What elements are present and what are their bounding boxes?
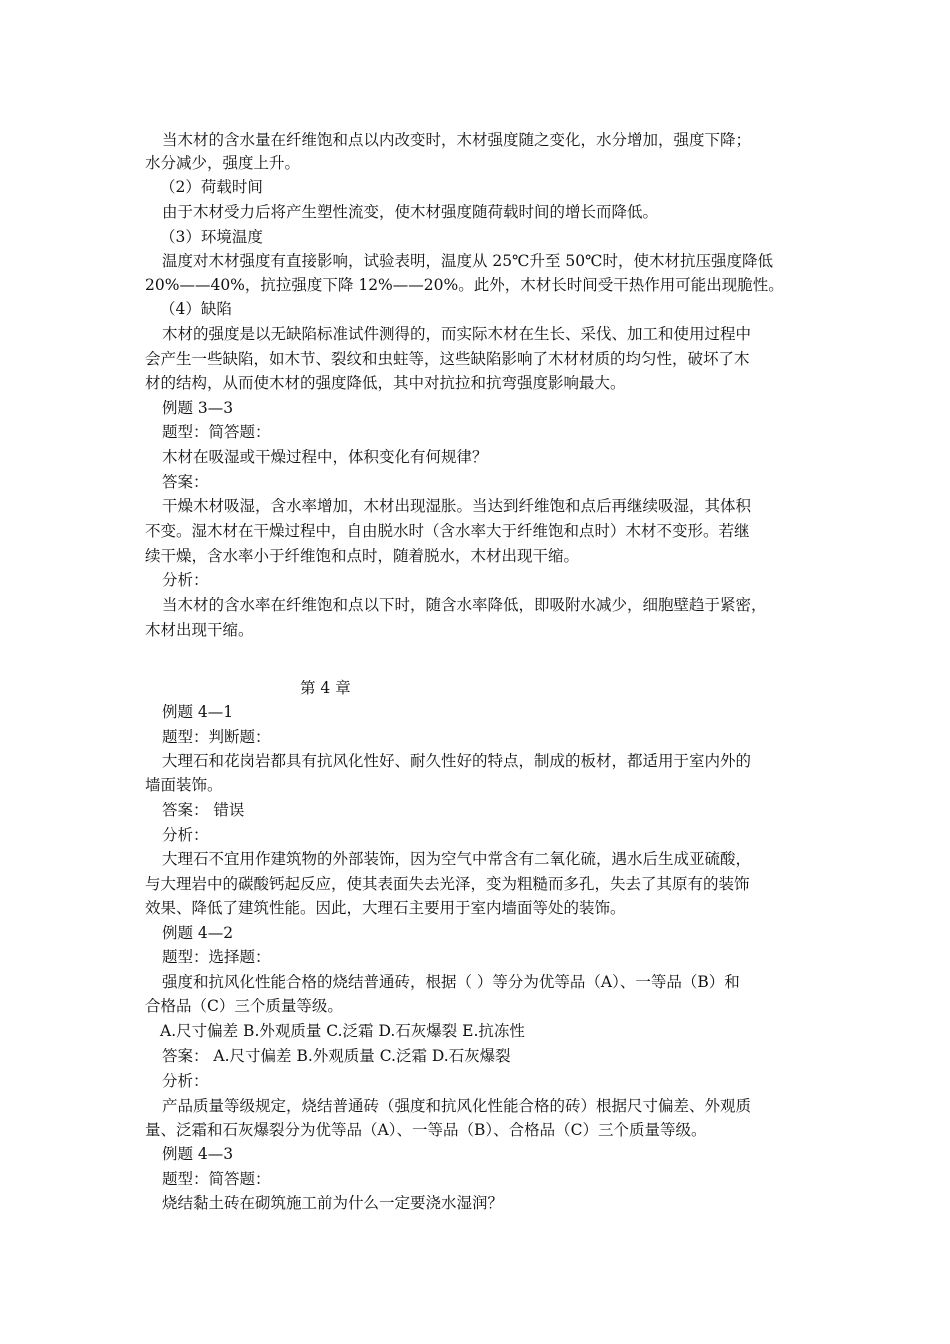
text-line: 续干燥，含水率小于纤维饱和点时，随着脱水，木材出现干缩。	[145, 547, 580, 565]
text-line: （2）荷载时间	[160, 178, 263, 196]
text-line: 与大理岩中的碳酸钙起反应，使其表面失去光泽，变为粗糙而多孔，失去了其原有的装饰	[145, 875, 750, 893]
text-line: 答案： 错误	[162, 801, 245, 819]
text-line: 由于木材受力后将产生塑性流变，使木材强度随荷载时间的增长而降低。	[162, 203, 659, 221]
text-line: 木材的强度是以无缺陷标准试件测得的，而实际木材在生长、采伐、加工和使用过程中	[162, 325, 752, 343]
text-line: A.尺寸偏差 B.外观质量 C.泛霜 D.石灰爆裂 E.抗冻性	[160, 1022, 525, 1040]
text-line: 墙面装饰。	[145, 776, 223, 794]
text-line: 材的结构，从而使木材的强度降低，其中对抗拉和抗弯强度影响最大。	[145, 374, 626, 392]
text-line: 题型：选择题：	[162, 948, 271, 966]
text-line: 干燥木材吸湿，含水率增加，木材出现湿胀。当达到纤维饱和点后再继续吸湿，其体积	[162, 497, 752, 515]
text-line: 答案：	[162, 473, 209, 491]
text-line: 当木材的含水量在纤维饱和点以内改变时，木材强度随之变化，水分增加，强度下降；	[162, 131, 752, 149]
text-line: 合格品（C）三个质量等级。	[145, 997, 343, 1015]
text-line: 分析：	[162, 1072, 209, 1090]
text-line: 题型：简答题：	[162, 423, 271, 441]
text-line: 例题 4—3	[162, 1145, 234, 1163]
text-line: 分析：	[162, 826, 209, 844]
text-line: 水分减少，强度上升。	[145, 154, 301, 172]
text-line: 例题 4—1	[162, 703, 234, 721]
text-line: 大理石不宜用作建筑物的外部装饰，因为空气中常含有二氧化硫，遇水后生成亚硫酸，	[162, 850, 752, 868]
text-line: （4）缺陷	[160, 300, 232, 318]
text-line: 量、泛霜和石灰爆裂分为优等品（A）、一等品（B）、合格品（C）三个质量等级。	[145, 1121, 707, 1139]
text-line: 例题 4—2	[162, 924, 234, 942]
text-line: 烧结黏土砖在砌筑施工前为什么一定要浇水湿润？	[162, 1194, 504, 1212]
text-line: （3）环境温度	[160, 228, 263, 246]
text-line: 效果、降低了建筑性能。因此，大理石主要用于室内墙面等处的装饰。	[145, 899, 626, 917]
text-line: 题型：判断题：	[162, 728, 271, 746]
text-line: 例题 3—3	[162, 399, 234, 417]
text-line: 答案： A.尺寸偏差 B.外观质量 C.泛霜 D.石灰爆裂	[162, 1047, 511, 1065]
text-line: 题型：简答题：	[162, 1170, 271, 1188]
text-line: 20%——40%，抗拉强度下降 12%——20%。此外，木材长时间受干热作用可能出现脆性。	[145, 276, 784, 294]
text-line: 木材出现干缩。	[145, 621, 254, 639]
text-line: 产品质量等级规定，烧结普通砖（强度和抗风化性能合格的砖）根据尺寸偏差、外观质	[162, 1097, 752, 1115]
text-line: 不变。湿木材在干燥过程中，自由脱水时（含水率大于纤维饱和点时）木材不变形。若继	[145, 522, 750, 540]
text-line: 木材在吸湿或干燥过程中，体积变化有何规律？	[162, 448, 488, 466]
text-line: 当木材的含水率在纤维饱和点以下时，随含水率降低，即吸附水减少，细胞壁趋于紧密，	[162, 596, 767, 614]
text-line: 分析：	[162, 571, 209, 589]
chapter-heading: 第 4 章	[300, 679, 351, 697]
text-line: 温度对木材强度有直接影响，试验表明，温度从 25℃升至 50℃时，使木材抗压强度降低	[162, 252, 773, 270]
text-line: 会产生一些缺陷，如木节、裂纹和虫蛀等，这些缺陷影响了木材材质的均匀性，破坏了木	[145, 350, 750, 368]
text-line: 强度和抗风化性能合格的烧结普通砖，根据（ ）等分为优等品（A）、一等品（B）和	[162, 973, 740, 991]
text-line: 大理石和花岗岩都具有抗风化性好、耐久性好的特点，制成的板材，都适用于室内外的	[162, 752, 752, 770]
